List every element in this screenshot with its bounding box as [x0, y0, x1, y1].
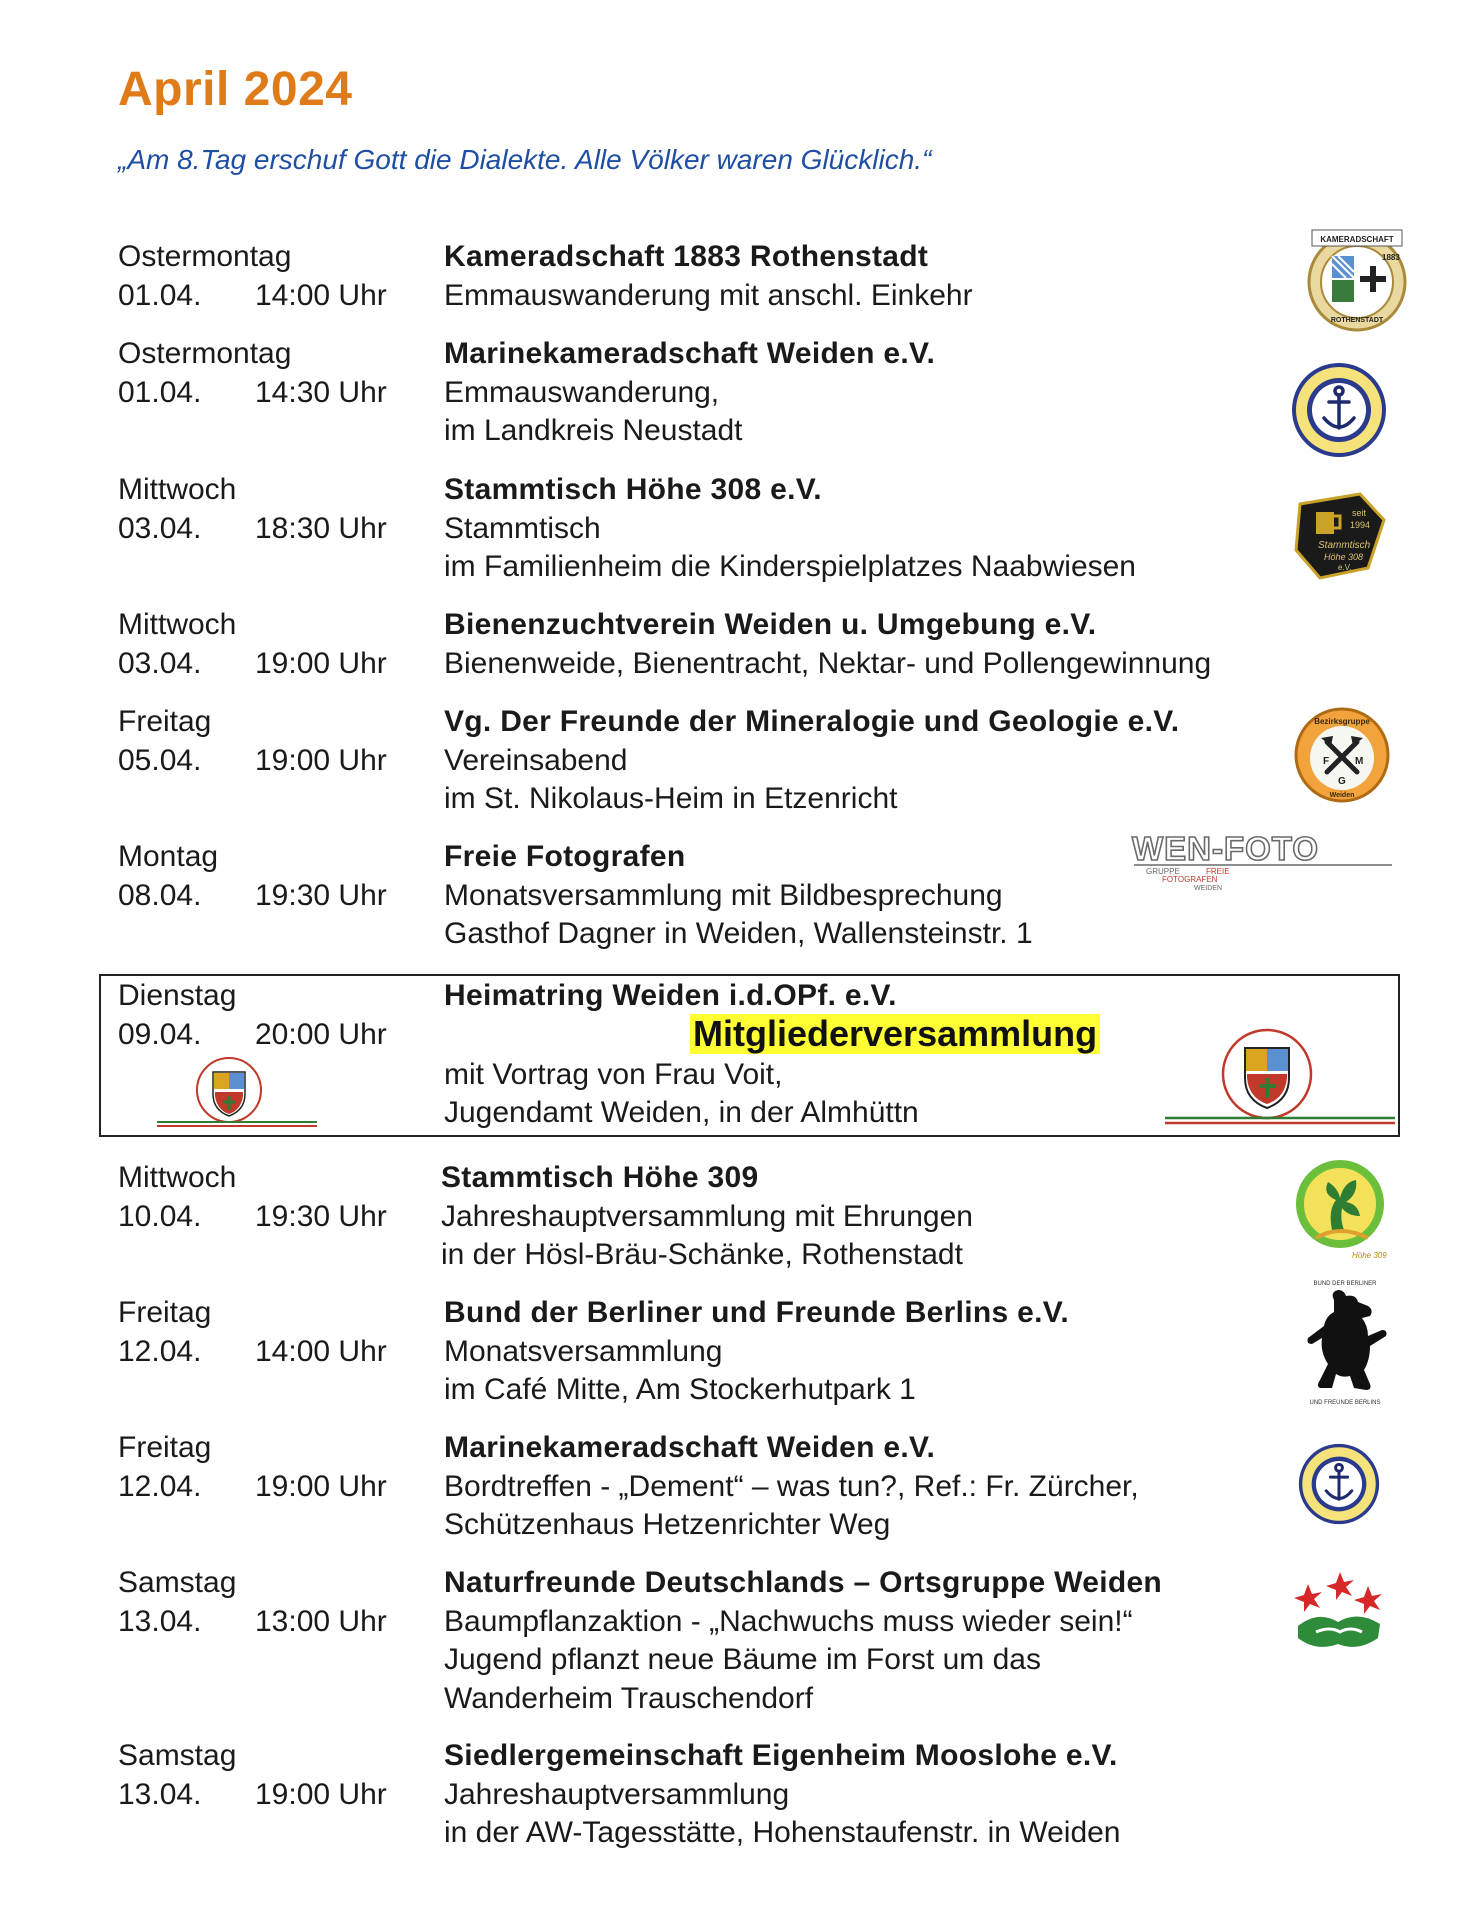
logo-text: seit [1352, 508, 1367, 518]
event-entry [0, 703, 1467, 819]
event-location: im Café Mitte, Am Stockerhutpark 1 [444, 1373, 916, 1406]
event-description: Bienenweide, Bienentracht, Nektar- und Pollengewinnung [444, 646, 1212, 680]
event-organizer: Vg. Der Freunde der Mineralogie und Geologie e.V. [444, 705, 1180, 738]
event-organizer: Marinekameradschaft Weiden e.V. [444, 1431, 936, 1464]
event-location: Gasthof Dagner in Weiden, Wallensteinstr. 1 [444, 917, 1033, 950]
event-description: mit Vortrag von Frau Voit, [444, 1057, 783, 1091]
wen-foto-logo [1130, 828, 1398, 890]
event-details [444, 1429, 1324, 1545]
event-details [441, 1159, 1321, 1275]
event-entry [0, 335, 1467, 451]
anchor-emblem-icon [1298, 1443, 1380, 1525]
logo-text: Bezirksgruppe [1314, 717, 1370, 726]
event-date: 12.04. [118, 1469, 202, 1503]
event-day: Samstag [118, 1739, 237, 1772]
logo-text: FOTOGRAFEN [1162, 875, 1218, 884]
kameradschaft-rothenstadt-emblem-icon [1302, 224, 1412, 334]
event-description: Baumpflanzaktion - „Nachwuchs muss wieder sein!“ [444, 1604, 1133, 1638]
event-day: Mittwoch [118, 473, 237, 506]
logo-text: e.V. [1338, 563, 1352, 572]
event-location: im Landkreis Neustadt [444, 414, 743, 447]
event-location: Jugendamt Weiden, in der Almhüttn [444, 1096, 919, 1129]
highlight-badge: Mitgliederversammlung [690, 1014, 1100, 1054]
logo-text: Weiden [1329, 792, 1355, 799]
event-organizer: Siedlergemeinschaft Eigenheim Mooslohe e.V. [444, 1739, 1118, 1772]
heimatring-coat-of-arms-icon [1165, 1022, 1395, 1130]
event-entry [0, 471, 1467, 587]
event-entry [0, 1294, 1467, 1410]
event-day: Montag [118, 840, 219, 873]
event-organizer: Naturfreunde Deutschlands – Ortsgruppe Weiden [444, 1566, 1163, 1599]
event-organizer: Freie Fotografen [444, 840, 686, 873]
event-organizer: Bienenzuchtverein Weiden u. Umgebung e.V. [444, 608, 1097, 641]
event-day: Mittwoch [118, 1161, 237, 1194]
event-details [444, 1737, 1324, 1853]
event-entry [0, 1737, 1467, 1853]
event-time: 19:30 Uhr [255, 1199, 387, 1233]
event-organizer: Stammtisch Höhe 308 e.V. [444, 473, 822, 506]
beer-mug-shield-icon [1290, 490, 1390, 582]
logo-text: F [1323, 756, 1330, 767]
event-time: 14:30 Uhr [255, 375, 387, 409]
event-time: 19:00 Uhr [255, 1469, 387, 1503]
event-day: Freitag [118, 1296, 212, 1329]
event-details [444, 335, 1324, 451]
logo-text: Höhe 309 [1352, 1251, 1387, 1260]
anchor-emblem-icon [1291, 362, 1387, 458]
event-organizer: Stammtisch Höhe 309 [441, 1161, 759, 1194]
page-title: April 2024 [118, 63, 353, 116]
logo-text: GRUPPE [1146, 867, 1180, 876]
event-day: Samstag [118, 1566, 237, 1599]
logo-text: WEN-FOTO [1132, 830, 1320, 867]
event-location: Schützenhaus Hetzenrichter Weg [444, 1508, 891, 1541]
event-time: 19:30 Uhr [255, 878, 387, 912]
event-day: Mittwoch [118, 608, 237, 641]
event-location: in der Hösl-Bräu-Schänke, Rothenstadt [441, 1238, 963, 1271]
event-organizer: Kameradschaft 1883 Rothenstadt [444, 240, 929, 273]
event-day: Dienstag [118, 979, 237, 1012]
event-organizer: Bund der Berliner und Freunde Berlins e.V. [444, 1296, 1069, 1329]
event-time: 14:00 Uhr [255, 278, 387, 312]
logo-text: BUND DER BERLINER [1313, 1281, 1377, 1287]
event-details [444, 1564, 1324, 1718]
event-description: Emmauswanderung mit anschl. Einkehr [444, 278, 973, 312]
event-description: Bordtreffen - „Dement“ – was tun?, Ref.: Fr. Zürcher, [444, 1469, 1139, 1503]
event-day: Freitag [118, 1431, 212, 1464]
event-day: Ostermontag [118, 337, 292, 370]
logo-text: Höhe 308 [1324, 552, 1364, 562]
event-date: 09.04. [118, 1017, 202, 1051]
event-date: 03.04. [118, 511, 202, 545]
event-entry [0, 606, 1467, 684]
event-date: 13.04. [118, 1777, 202, 1811]
event-description: Emmauswanderung, [444, 375, 720, 409]
tree-sun-emblem-icon [1292, 1160, 1392, 1264]
event-description: Jahreshauptversammlung [444, 1777, 790, 1811]
logo-text: FREIE [1206, 867, 1230, 876]
event-description: Monatsversammlung [444, 1334, 723, 1368]
event-description: Vereinsabend [444, 743, 628, 777]
heimatring-coat-of-arms-icon [157, 1052, 317, 1130]
naturfreunde-handshake-icon [1288, 1570, 1388, 1658]
event-organizer: Heimatring Weiden i.d.OPf. e.V. [444, 979, 897, 1012]
event-details [444, 703, 1324, 819]
event-description: Stammtisch [444, 511, 601, 545]
logo-text: WEIDEN [1194, 885, 1222, 890]
event-date: 05.04. [118, 743, 202, 777]
event-date: 13.04. [118, 1604, 202, 1638]
event-time: 14:00 Uhr [255, 1334, 387, 1368]
event-details [444, 238, 1324, 315]
event-details [444, 606, 1324, 683]
logo-text: ROTHENSTADT [1330, 317, 1384, 324]
hammer-pick-emblem-icon [1293, 706, 1391, 804]
event-description: Monatsversammlung mit Bildbesprechung [444, 878, 1003, 912]
logo-text: Stammtisch [1318, 540, 1371, 551]
event-time: 20:00 Uhr [255, 1017, 387, 1051]
event-time: 13:00 Uhr [255, 1604, 387, 1638]
event-location: im Familienheim die Kinderspielplatzes Naabwiesen [444, 550, 1136, 583]
event-location: Wanderheim Trauschendorf [444, 1681, 814, 1715]
event-date: 01.04. [118, 278, 202, 312]
event-time: 19:00 Uhr [255, 646, 387, 680]
event-details [444, 1294, 1324, 1410]
event-entry [0, 1429, 1467, 1545]
event-location: in der AW-Tagesstätte, Hohenstaufenstr. in Weiden [444, 1816, 1121, 1849]
event-time: 19:00 Uhr [255, 1777, 387, 1811]
event-time: 18:30 Uhr [255, 511, 387, 545]
logo-text: 1883 [1382, 253, 1400, 262]
event-date: 08.04. [118, 878, 202, 912]
event-date: 01.04. [118, 375, 202, 409]
event-location: im St. Nikolaus-Heim in Etzenricht [444, 782, 898, 815]
event-time: 19:00 Uhr [255, 743, 387, 777]
event-entry [0, 1159, 1467, 1275]
logo-text: G [1338, 776, 1346, 787]
logo-text: UND FREUNDE BERLINS [1309, 1400, 1381, 1406]
event-date: 03.04. [118, 646, 202, 680]
event-description: Jahreshauptversammlung mit Ehrungen [441, 1199, 973, 1233]
logo-text: KAMERADSCHAFT [1320, 235, 1394, 244]
logo-text: 1994 [1350, 520, 1371, 530]
event-date: 12.04. [118, 1334, 202, 1368]
event-organizer: Marinekameradschaft Weiden e.V. [444, 337, 936, 370]
motto-quote: „Am 8.Tag erschuf Gott die Dialekte. Alle Völker waren Glücklich.“ [118, 144, 932, 175]
event-entry [0, 238, 1467, 316]
event-details [444, 471, 1324, 587]
event-entry [0, 1564, 1467, 1719]
event-day: Ostermontag [118, 240, 292, 273]
logo-text: M [1355, 756, 1364, 767]
berlin-bear-icon [1290, 1276, 1400, 1408]
event-date: 10.04. [118, 1199, 202, 1233]
event-description-detail: Jugend pflanzt neue Bäume im Forst um das [444, 1643, 1041, 1676]
event-day: Freitag [118, 705, 212, 738]
